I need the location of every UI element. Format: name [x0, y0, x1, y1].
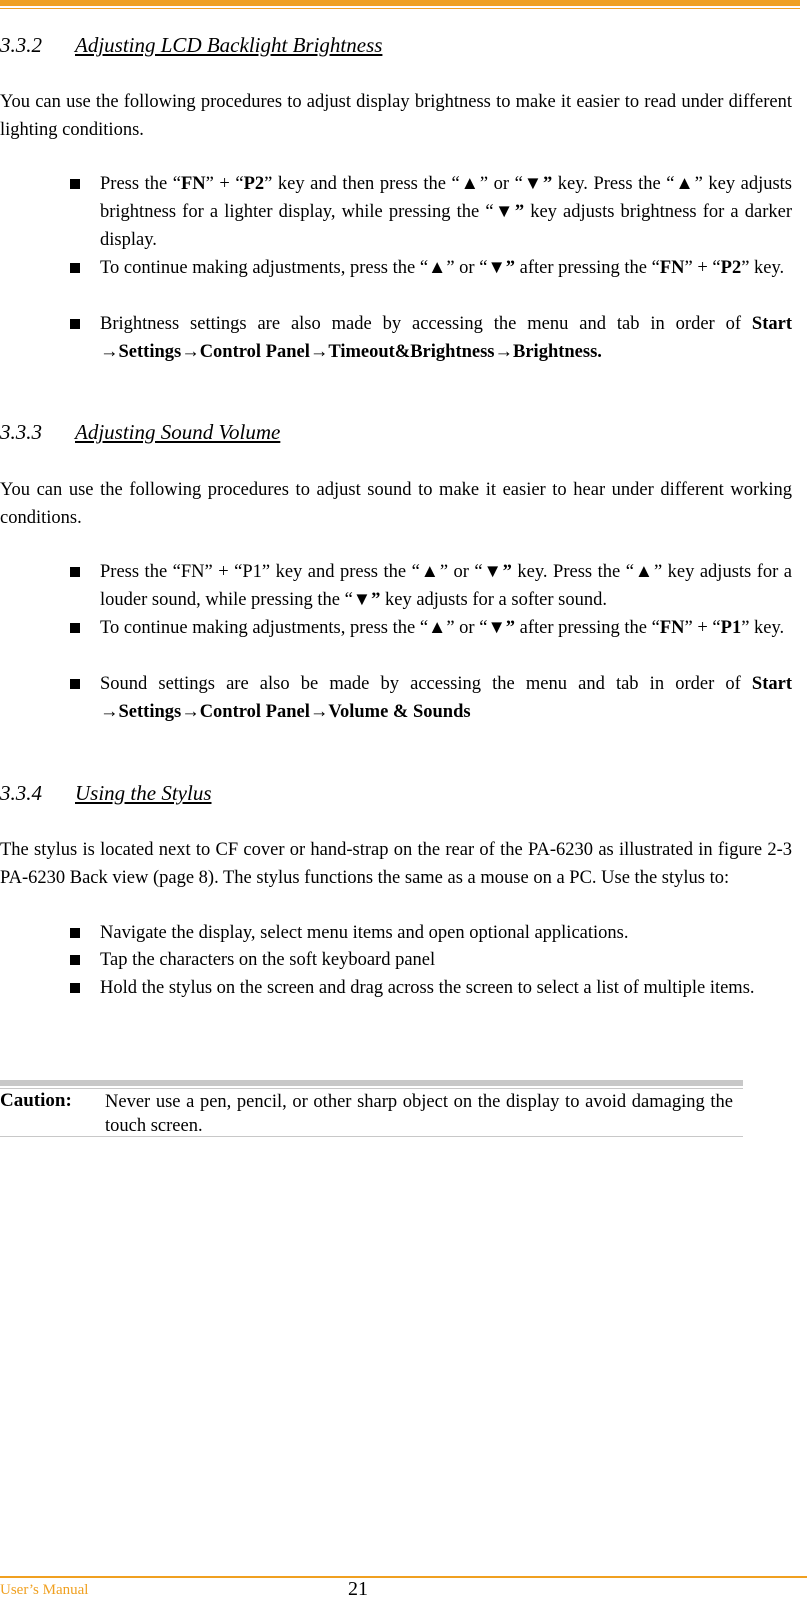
- bold-text-run: ▼”: [493, 202, 525, 222]
- bullet-square-icon: [70, 263, 80, 273]
- section-title: Adjusting Sound Volume: [75, 420, 281, 444]
- caution-label: Caution:: [0, 1090, 72, 1111]
- bullet-item: [100, 919, 792, 947]
- bold-text-run: P2: [243, 174, 265, 194]
- bold-text-run: ▼”: [482, 562, 512, 582]
- bullet-item: [100, 254, 792, 282]
- text-run: Press the “FN” + “P1” key and press the “▲” or “: [100, 562, 483, 582]
- text-run: key adjusts brightness for a darker display.: [100, 202, 792, 250]
- text-run: Navigate the display, select menu items and open optional applications.: [100, 923, 629, 943]
- section-number: 3.3.3: [0, 420, 42, 444]
- text-run: key. Press the “▲” key adjusts brightness for a lighter display, while pressing the “: [100, 174, 792, 222]
- bold-text-run: Start →Settings→Control Panel→Timeout&Brightness→Brightness.: [100, 314, 792, 362]
- section-number: 3.3.4: [0, 781, 42, 805]
- bullet-item: [100, 614, 792, 642]
- bold-text-run: ▼”: [352, 590, 381, 610]
- bold-text-run: FN: [180, 174, 206, 194]
- bullet-square-icon: [70, 955, 80, 965]
- caution-rule: [0, 1080, 743, 1086]
- bold-text-run: FN: [659, 258, 685, 278]
- bullet-square-icon: [70, 928, 80, 938]
- text-run: Tap the characters on the soft keyboard panel: [100, 950, 436, 970]
- bullet-square-icon: [70, 679, 80, 689]
- text-run: after pressing the “: [515, 618, 660, 638]
- bullet-item: [100, 170, 792, 254]
- section-title: Using the Stylus: [75, 781, 212, 805]
- caution-rule-thin: [0, 1088, 743, 1089]
- footer-rule: [0, 1576, 807, 1578]
- page-number: 21: [348, 1578, 368, 1600]
- footer-manual-label: User’s Manual: [0, 1582, 89, 1598]
- section-heading: [0, 781, 212, 806]
- text-run: after pressing the “: [515, 258, 660, 278]
- bullet-item: [100, 310, 792, 366]
- bold-text-run: ▼”: [487, 618, 515, 638]
- bullet-item: [100, 946, 792, 974]
- bullet-item: [100, 670, 792, 726]
- text-run: Sound settings are also be made by accessing the menu and tab in order of: [100, 674, 752, 694]
- header-rule-thin: [0, 8, 800, 9]
- caution-text: Never use a pen, pencil, or other sharp object on the display to avoid damaging the touch screen.: [105, 1092, 733, 1136]
- text-run: To continue making adjustments, press the “▲” or “: [100, 258, 488, 278]
- bullet-item: [100, 974, 792, 1002]
- header-rule: [0, 0, 800, 6]
- text-run: To continue making adjustments, press the “▲” or “: [100, 618, 488, 638]
- bullet-square-icon: [70, 567, 80, 577]
- bullet-square-icon: [70, 623, 80, 633]
- section-heading: [0, 420, 280, 445]
- text-run: Press the “: [100, 174, 181, 194]
- bold-text-run: P2: [720, 258, 742, 278]
- text-run: ” + “: [684, 618, 721, 638]
- text-run: ” key.: [741, 618, 785, 638]
- text-run: Hold the stylus on the screen and drag across the screen to select a list of multiple items.: [100, 978, 755, 998]
- bold-text-run: P1: [720, 618, 742, 638]
- section-intro: The stylus is located next to CF cover or hand-strap on the rear of the PA-6230 as illustrated in figure 2-3 PA-6230 Back view (page 8). The stylus functions the same as a mouse on a PC. Use the stylus to:: [0, 840, 792, 888]
- bullet-square-icon: [70, 319, 80, 329]
- text-run: key adjusts for a softer sound.: [380, 590, 607, 610]
- bold-text-run: FN: [659, 618, 685, 638]
- bullet-square-icon: [70, 983, 80, 993]
- section-intro: You can use the following procedures to adjust sound to make it easier to hear under different working conditions.: [0, 480, 792, 528]
- bold-text-run: ▼”: [522, 174, 553, 194]
- bullet-square-icon: [70, 179, 80, 189]
- text-run: ” key and then press the “▲” or “: [264, 174, 523, 194]
- section-title: Adjusting LCD Backlight Brightness: [75, 33, 383, 57]
- text-run: ” + “: [684, 258, 721, 278]
- section-number: 3.3.2: [0, 33, 42, 57]
- section-intro: You can use the following procedures to adjust display brightness to make it easier to read under different lighting conditions.: [0, 92, 792, 140]
- section-heading: [0, 33, 382, 58]
- bullet-item: [100, 558, 792, 614]
- bold-text-run: ▼”: [487, 258, 515, 278]
- bold-text-run: Start →Settings→Control Panel→Volume & Sounds: [100, 674, 792, 722]
- text-run: Brightness settings are also made by accessing the menu and tab in order of: [100, 314, 752, 334]
- text-run: key. Press the “▲” key adjusts for a louder sound, while pressing the “: [100, 562, 792, 610]
- caution-rule-bottom: [0, 1136, 743, 1137]
- text-run: ” + “: [205, 174, 244, 194]
- text-run: ” key.: [741, 258, 785, 278]
